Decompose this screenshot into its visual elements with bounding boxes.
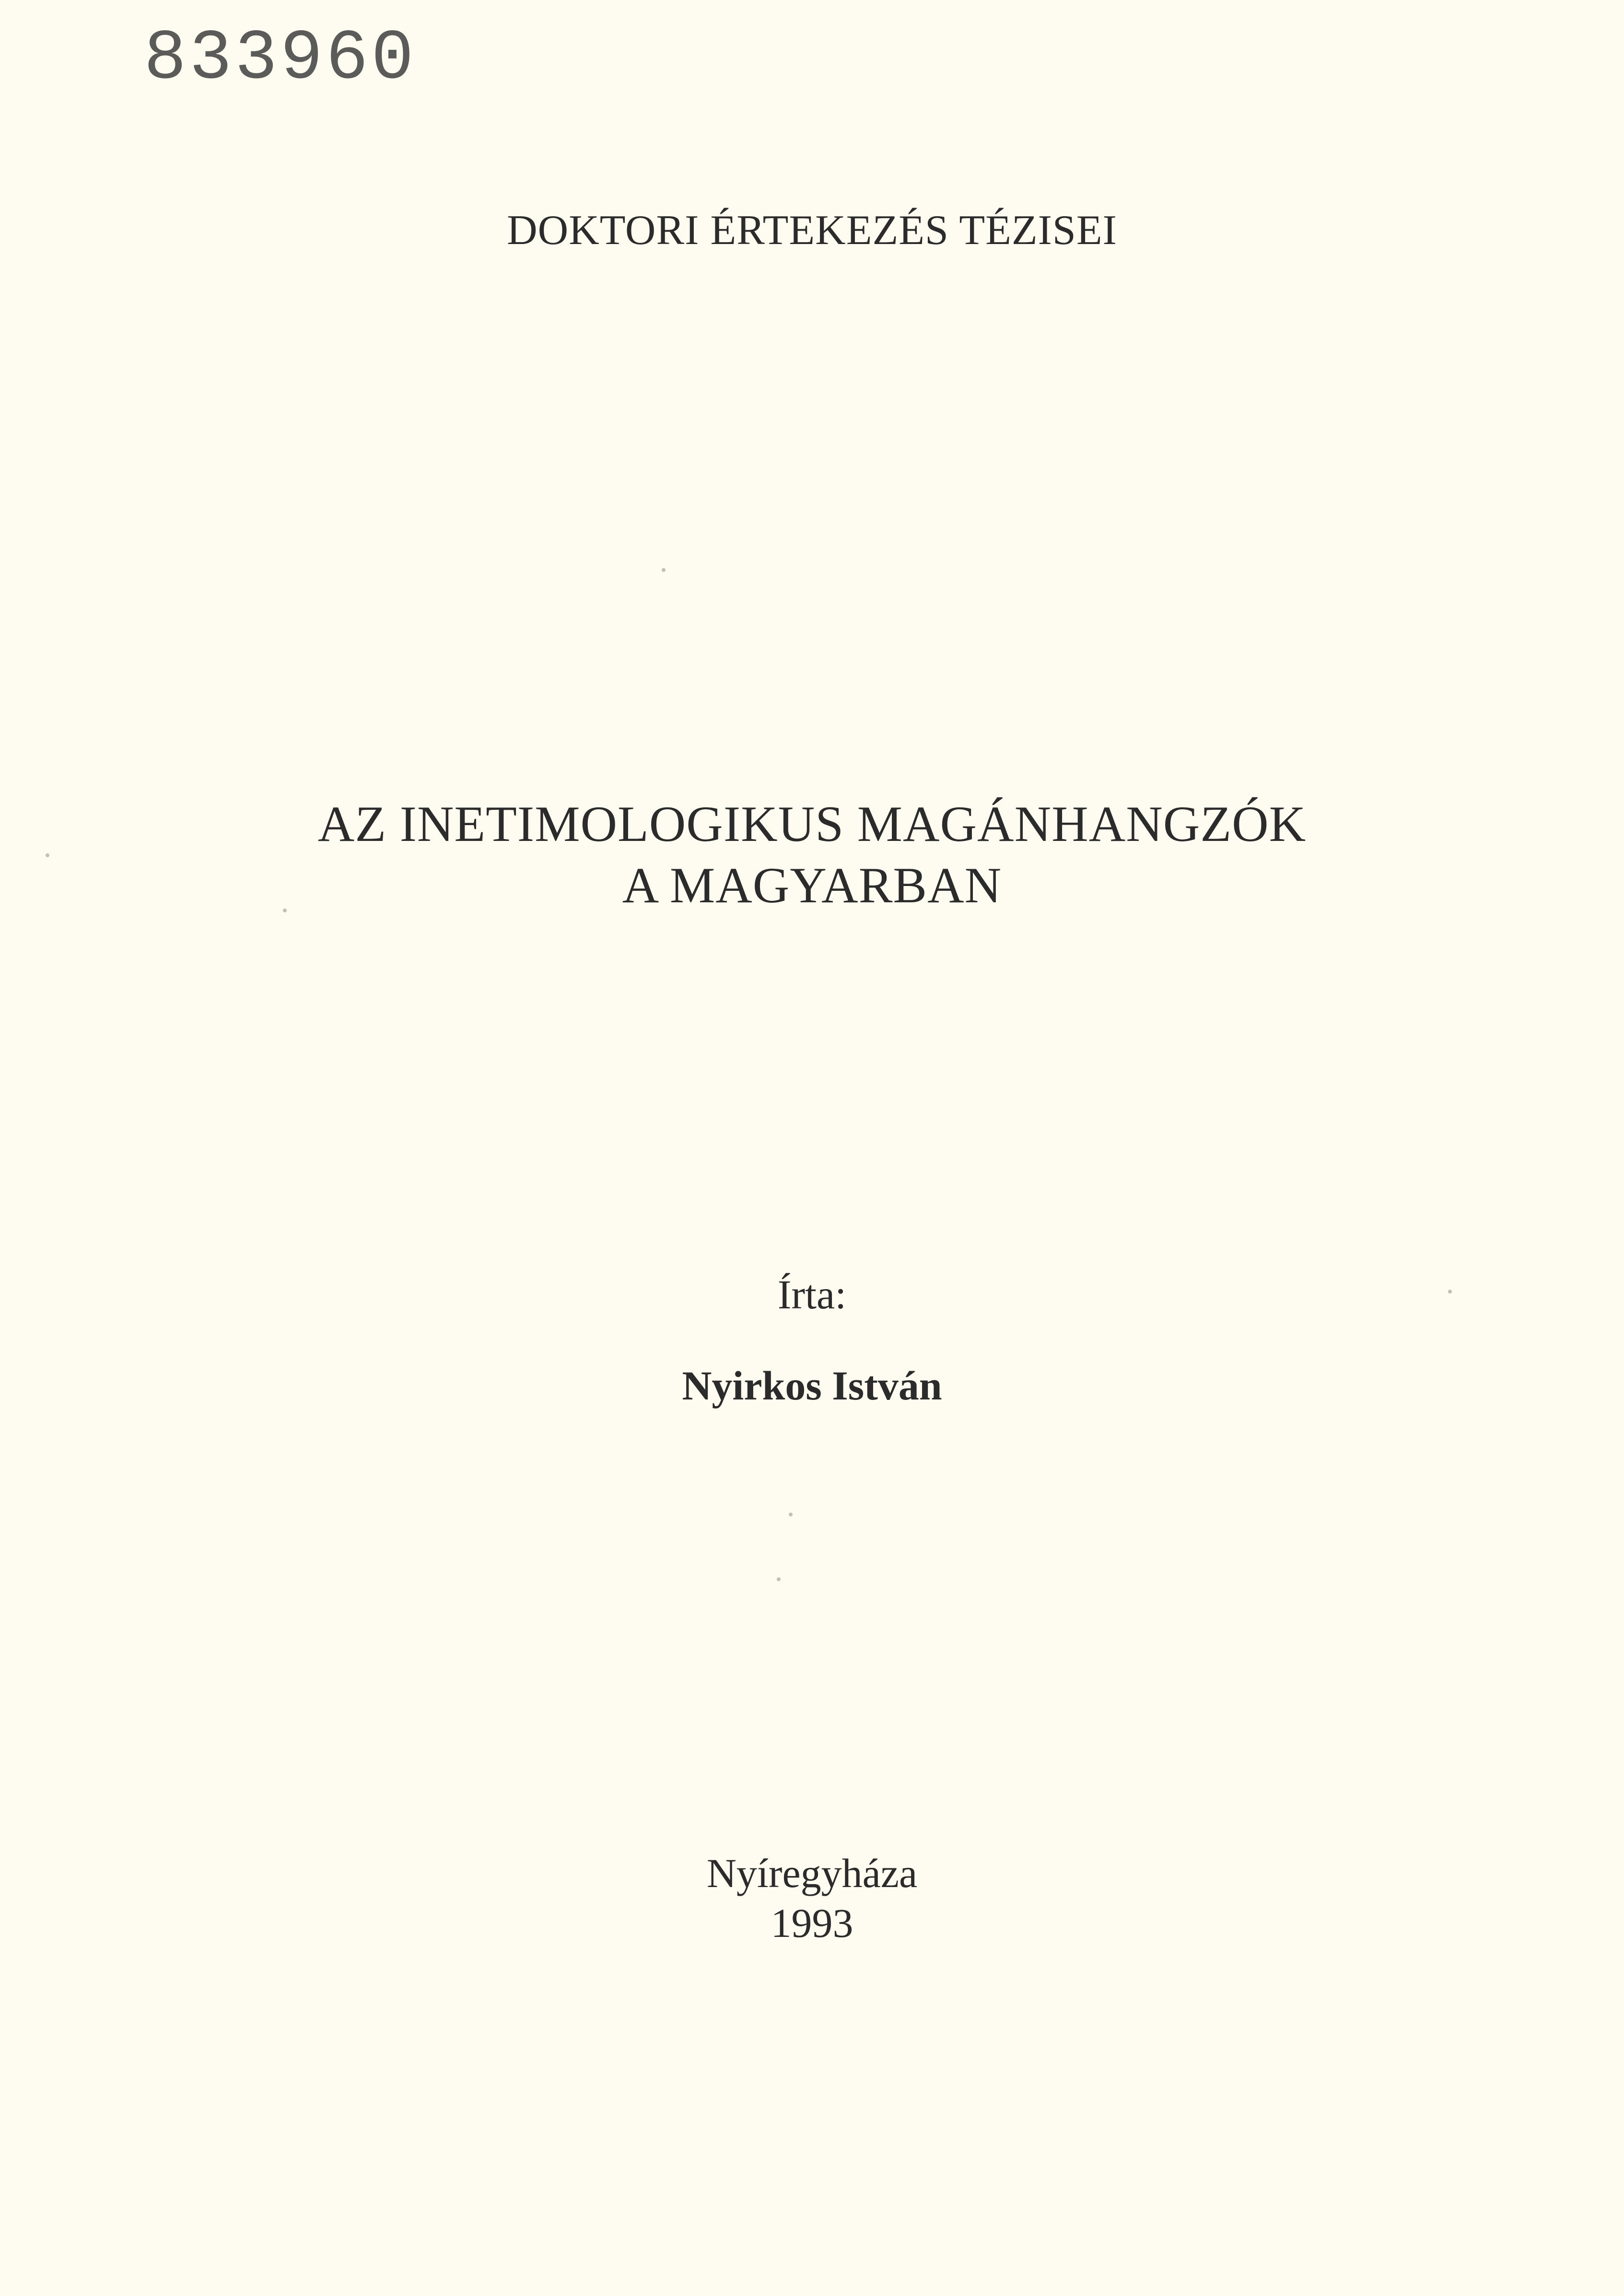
title-line-2: A MAGYARBAN xyxy=(622,857,1002,913)
author-label: Írta: xyxy=(777,1271,847,1317)
paper-speck xyxy=(662,568,666,572)
inventory-stamp-number: 833960 xyxy=(144,19,417,99)
paper-speck xyxy=(777,1577,781,1581)
publication-info xyxy=(0,1848,1624,1948)
author-name: Nyirkos István xyxy=(682,1363,942,1409)
paper-speck xyxy=(1448,1290,1452,1294)
paper-speck xyxy=(283,909,287,912)
document-title xyxy=(0,793,1624,916)
paper-speck xyxy=(46,853,49,857)
title-line-1: AZ INETIMOLOGIKUS MAGÁNHANGZÓK xyxy=(317,796,1307,852)
publication-place: Nyíregyháza xyxy=(706,1850,918,1896)
publication-year: 1993 xyxy=(771,1900,853,1946)
document-header: DOKTORI ÉRTEKEZÉS TÉZISEI xyxy=(507,207,1117,254)
paper-speck xyxy=(789,1513,793,1516)
